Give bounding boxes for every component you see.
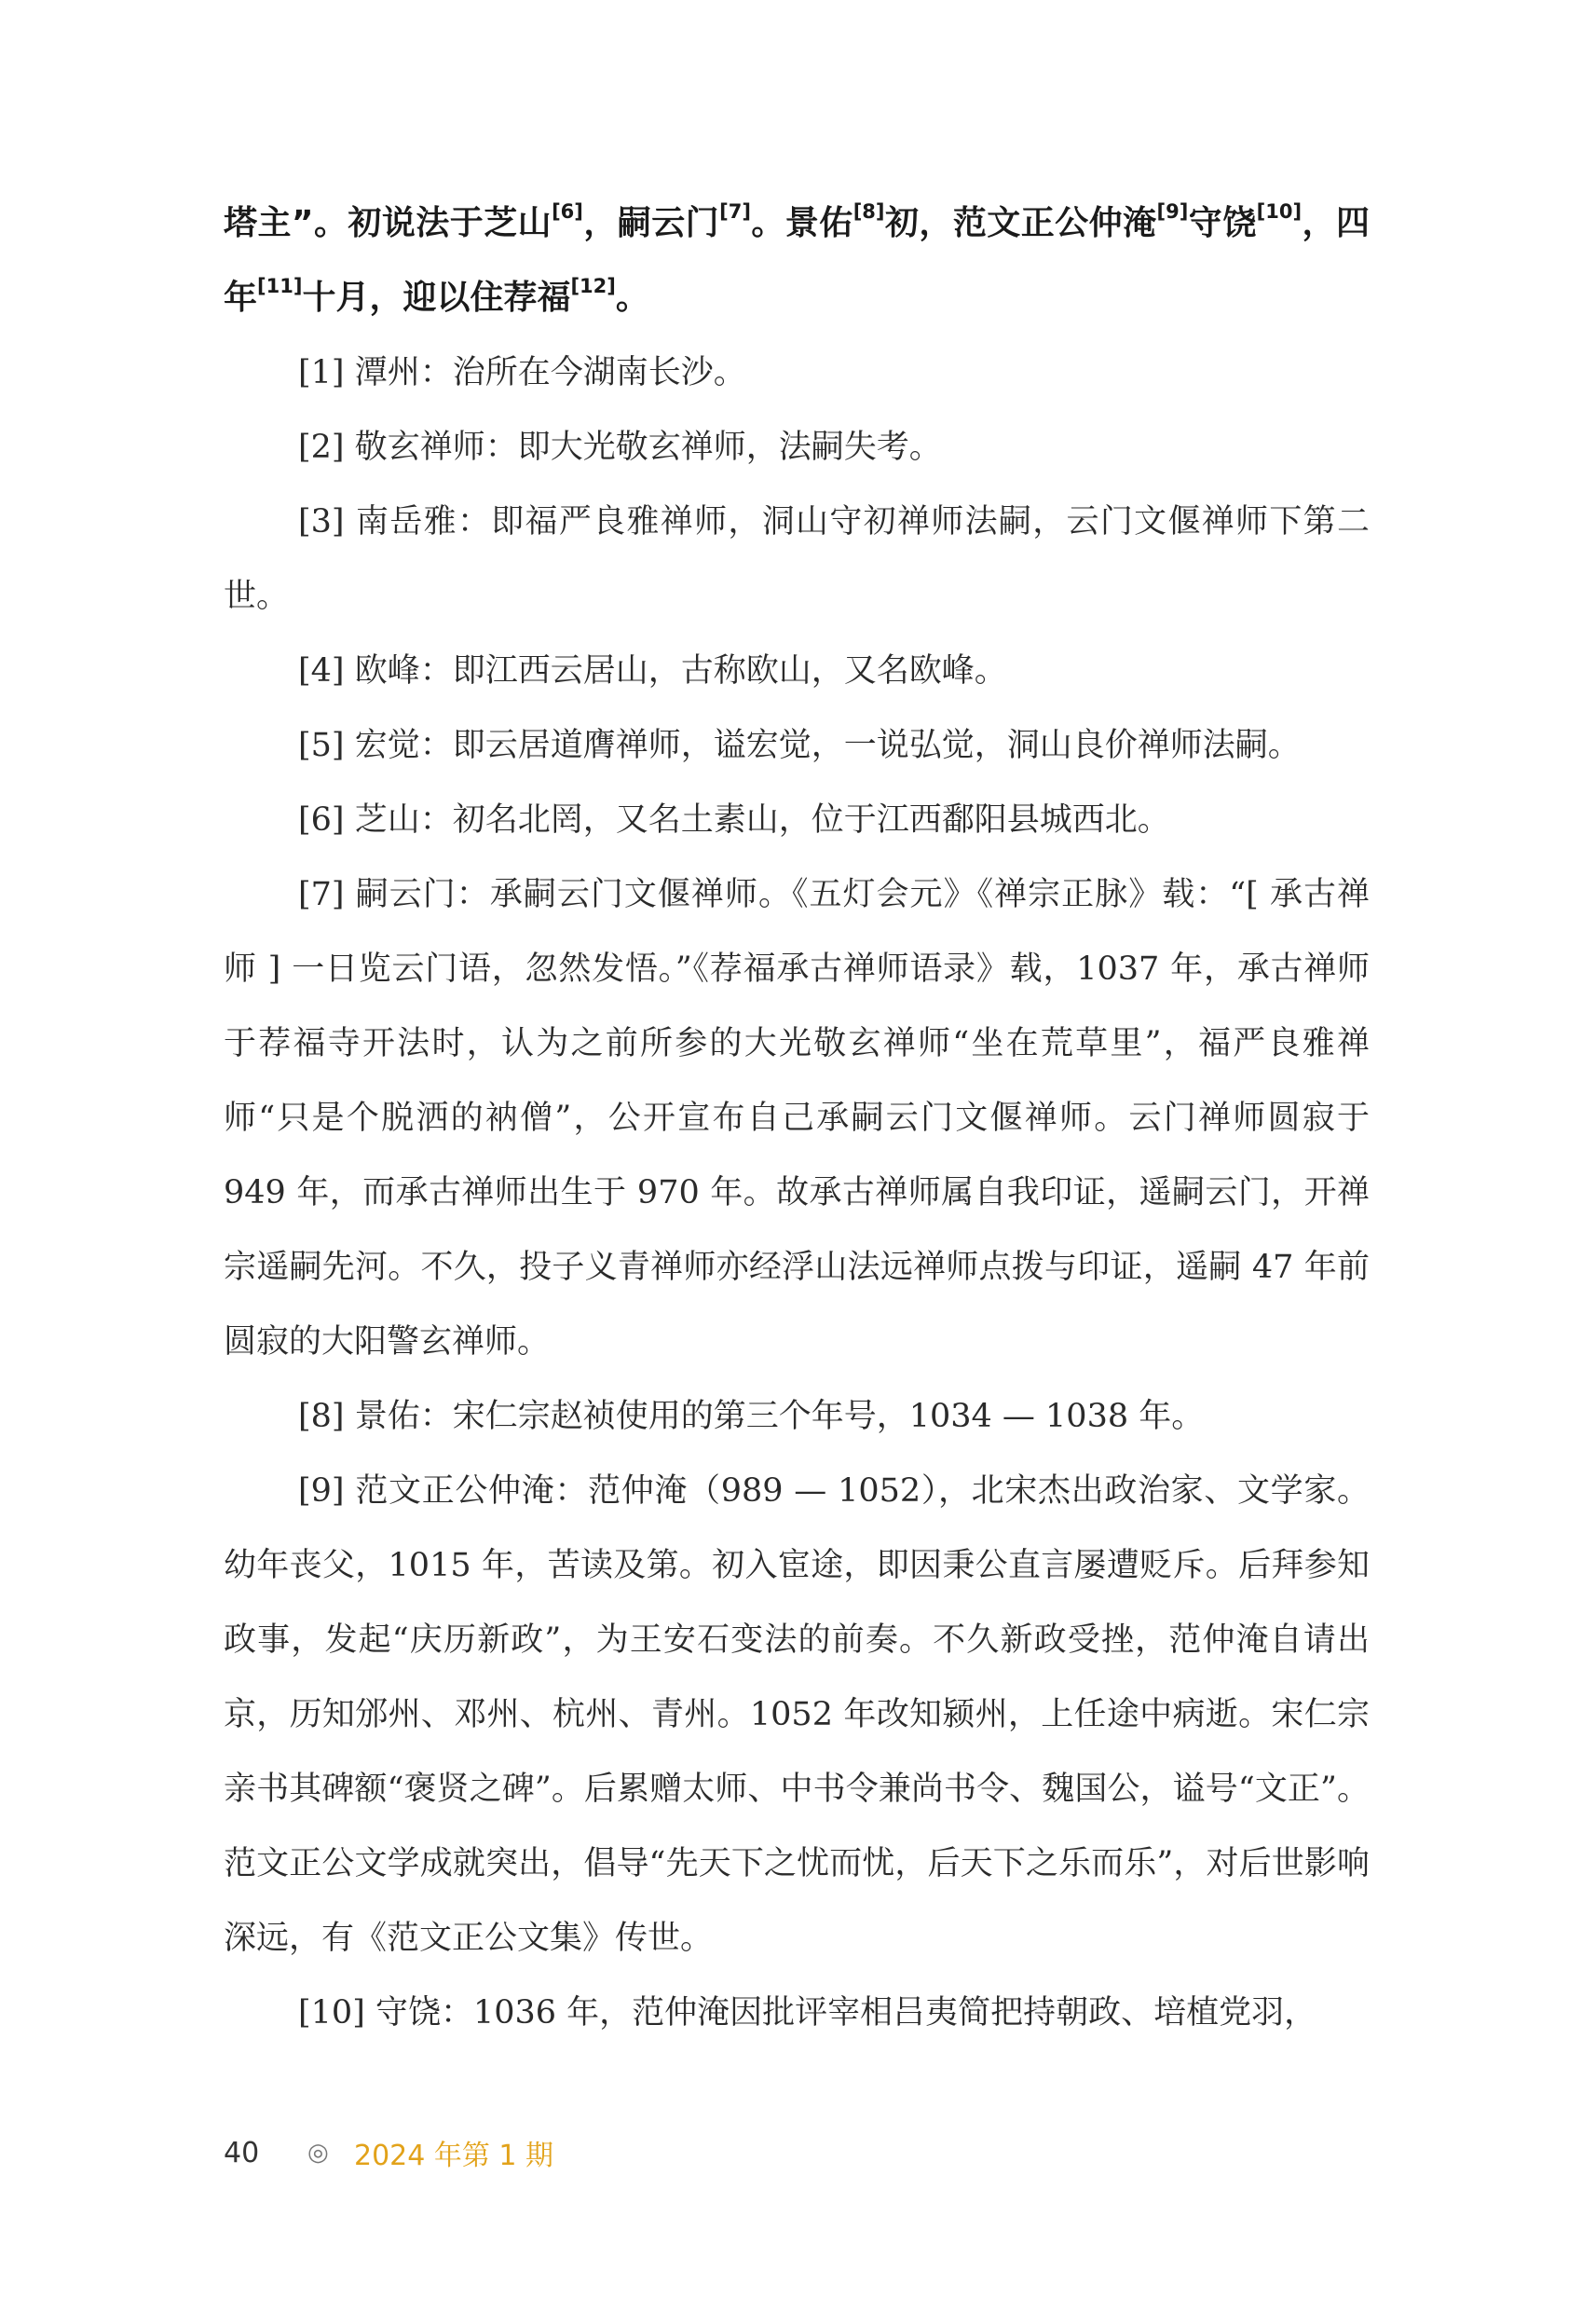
lead-text: 初，范文正公仲淹 (884, 204, 1157, 242)
footnote-2: [2] 敬玄禅师：即大光敬玄禅师，法嗣失考。 (298, 429, 942, 466)
footnote-7: [7] 嗣云门：承嗣云门文偃禅师。《五灯会元》《禅宗正脉》载：“[ 承古禅师 ] 一日览云门语，忽然发悟。”《荐福承古禅师语录》载，1037 年，承古禅师于荐福寺开法时，认为之前所参的大光敬玄禅师“坐在荒草里”，福严良雅禅师“只是个脱洒的衲僧”，公开宣布自己承嗣云门文偃禅师。云门禅师圆寂于 949 年，而承古禅师出生于 970 年。故承古禅师属自我印证，遥嗣云门，开禅宗遥嗣先河。不久，投子义青禅师亦经浮山法远禅师点拨与印证，遥嗣 47 年前圆寂的大阳警玄禅师。 (224, 876, 1370, 1361)
footnote-ref: [12] (570, 275, 616, 297)
lead-text: 。景佑 (750, 204, 853, 242)
footnote-3: [3] 南岳雅：即福严良雅禅师，洞山守初禅师法嗣，云门文偃禅师下第二世。 (224, 503, 1370, 615)
lead-text: ，四年 (224, 204, 1370, 317)
footnote-1: [1] 潭州：治所在今湖南长沙。 (298, 354, 746, 391)
footnote-5: [5] 宏觉：即云居道膺禅师，谥宏觉，一说弘觉，洞山良价禅师法嗣。 (298, 727, 1301, 764)
footnote-ref: [7] (719, 200, 751, 223)
footnote-ref: [6] (552, 200, 583, 223)
circle-mark-icon: ◎ (307, 2139, 329, 2167)
issue-label: 2024 年第 1 期 (354, 2140, 554, 2172)
footnote-6: [6] 芝山：初名北罔，又名土素山，位于江西鄱阳县城西北。 (298, 801, 1170, 839)
page-footer (224, 2132, 553, 2173)
lead-text: 十月，迎以住荐福 (302, 279, 571, 317)
footnote-9: [9] 范文正公仲淹：范仲淹（989 — 1052），北宋杰出政治家、文学家。幼年丧父，1015 年，苦读及第。初入宦途，即因秉公直言屡遭贬斥。后拜参知政事，发起“庆历新政”，为王安石变法的前奏。不久新政受挫，范仲淹自请出京，历知邠州、邓州、杭州、青州。1052 年改知颍州，上任途中病逝。宋仁宗亲书其碑额“褒贤之碑”。后累赠太师、中书令兼尚书令、魏国公，谥号“文正”。范文正公文学成就突出，倡导“先天下之忧而忧，后天下之乐而乐”，对后世影响深远，有《范文正公文集》传世。 (224, 1472, 1370, 1957)
footnote-8: [8] 景佑：宋仁宗赵祯使用的第三个年号，1034 — 1038 年。 (298, 1398, 1205, 1435)
footnote-ref: [11] (257, 275, 303, 297)
lead-text: 。 (615, 279, 649, 317)
footnote-ref: [8] (853, 200, 885, 223)
lead-paragraph (224, 186, 1370, 335)
footnote-ref: [10] (1256, 200, 1303, 223)
footnote-4: [4] 欧峰：即江西云居山，古称欧山，又名欧峰。 (298, 652, 1007, 690)
lead-text: ，嗣云门 (582, 204, 720, 242)
lead-text: 塔主”。初说法于芝山 (224, 204, 552, 242)
footnote-10: [10] 守饶：1036 年，范仲淹因批评宰相吕夷简把持朝政、培植党羽， (298, 1994, 1317, 2032)
footnote-ref: [9] (1156, 200, 1189, 223)
page-body (224, 186, 1370, 2050)
page-number: 40 (224, 2136, 260, 2169)
lead-text: 守饶 (1188, 204, 1257, 242)
